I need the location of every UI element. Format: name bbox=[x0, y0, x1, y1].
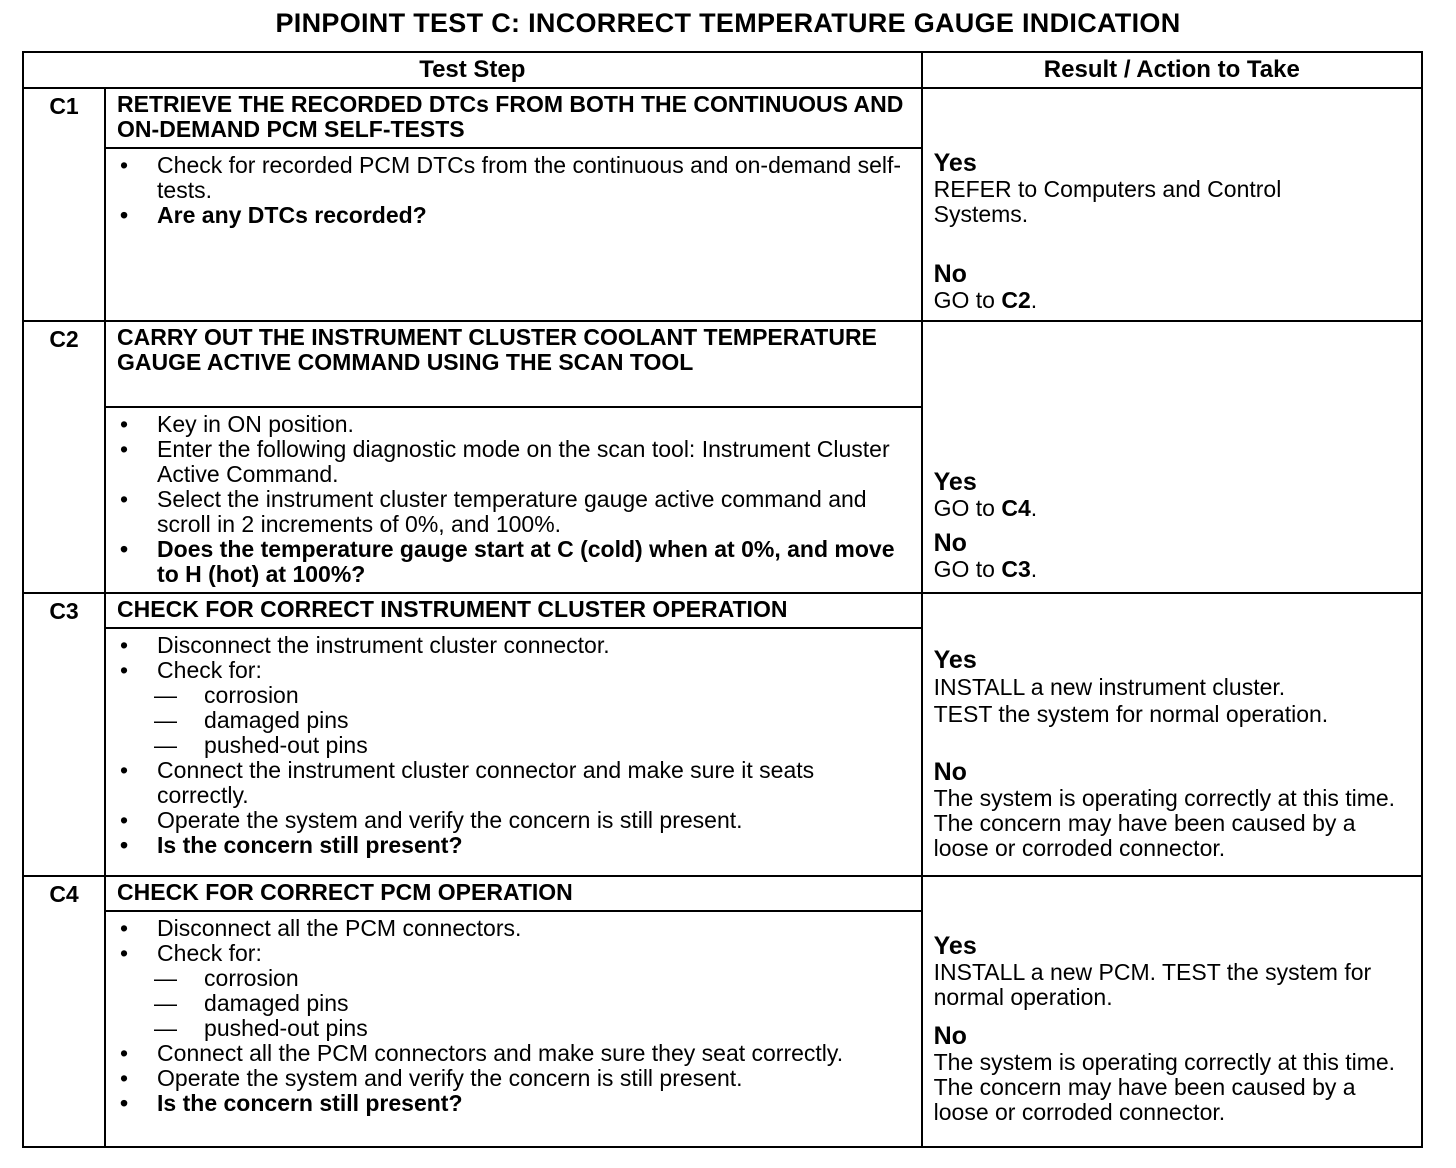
step-body bbox=[106, 912, 921, 1120]
bullet-icon: • bbox=[120, 915, 129, 941]
list-item: • Check for: bbox=[117, 941, 911, 966]
bullet-icon: • bbox=[120, 152, 129, 178]
test-step-header: Test Step bbox=[23, 52, 922, 88]
no-label: No bbox=[933, 529, 967, 557]
table-header-row bbox=[23, 52, 1422, 88]
dash-icon: — bbox=[154, 965, 178, 991]
yes-label: Yes bbox=[933, 468, 977, 496]
sub-list-item: — corrosion bbox=[154, 965, 299, 991]
table-row bbox=[23, 876, 1422, 1147]
list-item: • Operate the system and verify the concern is still present. bbox=[117, 1066, 911, 1091]
sub-list-item: — corrosion bbox=[154, 682, 299, 708]
list-item: • Is the concern still present? bbox=[117, 1091, 911, 1116]
bullet-icon: • bbox=[120, 940, 129, 966]
step-header: CHECK FOR CORRECT INSTRUMENT CLUSTER OPERATION bbox=[106, 594, 921, 629]
list-item: • Connect all the PCM connectors and make sure they seat correctly. bbox=[117, 1041, 911, 1066]
yes-label: Yes bbox=[933, 149, 977, 177]
no-action: The system is operating correctly at this time. The concern may have been caused by a loose or corroded connector. bbox=[933, 1049, 1396, 1125]
no-label: No bbox=[933, 758, 967, 786]
step-cell bbox=[105, 88, 922, 321]
list-item: • Is the concern still present? bbox=[117, 833, 911, 858]
list-item: • Does the temperature gauge start at C (cold) when at 0%, and move to H (hot) at 100%? bbox=[117, 537, 911, 587]
yes-action: REFER to Computers and Control Systems. bbox=[933, 176, 1282, 227]
step-link: C2 bbox=[1001, 287, 1031, 313]
sub-list-item: — damaged pins bbox=[154, 707, 349, 733]
page-title: PINPOINT TEST C: INCORRECT TEMPERATURE GAUGE INDICATION bbox=[275, 8, 1181, 38]
table-row bbox=[23, 321, 1422, 593]
step-header: CARRY OUT THE INSTRUMENT CLUSTER COOLANT TEMPERATURE GAUGE ACTIVE COMMAND USING THE SCAN TOOL bbox=[106, 322, 921, 408]
bullet-icon: • bbox=[120, 411, 129, 437]
pinpoint-test-table bbox=[22, 51, 1423, 1148]
bullet-icon: • bbox=[120, 807, 129, 833]
no-action: The system is operating correctly at this time. The concern may have been caused by a loose or corroded connector. bbox=[933, 785, 1396, 861]
bullet-icon: • bbox=[120, 1040, 129, 1066]
step-id: C2 bbox=[23, 321, 105, 593]
bullet-icon: • bbox=[120, 632, 129, 658]
list-item: • Select the instrument cluster temperature gauge active command and scroll in 2 increments of 0%, and 100%. bbox=[117, 487, 911, 537]
step-link: C4 bbox=[1001, 495, 1031, 521]
list-item: • Are any DTCs recorded? bbox=[117, 203, 911, 228]
result-cell bbox=[922, 593, 1422, 876]
bullet-icon: • bbox=[120, 436, 129, 462]
yes-action: INSTALL a new instrument cluster. bbox=[933, 674, 1286, 700]
bullet-icon: • bbox=[120, 757, 129, 783]
sub-list-item: — damaged pins bbox=[154, 990, 349, 1016]
no-action: GO to C2. bbox=[933, 287, 1038, 313]
bullet-icon: • bbox=[120, 1090, 129, 1116]
list-item: • Connect the instrument cluster connector and make sure it seats correctly. bbox=[117, 758, 911, 808]
table-row bbox=[23, 88, 1422, 321]
yes-action: GO to C4. bbox=[933, 495, 1038, 521]
list-item: • Key in ON position. bbox=[117, 412, 911, 437]
step-link: C3 bbox=[1001, 556, 1031, 582]
list-item: • Check for recorded PCM DTCs from the continuous and on-demand self-tests. bbox=[117, 153, 911, 203]
list-item: • Enter the following diagnostic mode on the scan tool: Instrument Cluster Active Command. bbox=[117, 437, 911, 487]
result-cell bbox=[922, 876, 1422, 1147]
dash-icon: — bbox=[154, 732, 178, 758]
step-id: C3 bbox=[23, 593, 105, 876]
yes-action: TEST the system for normal operation. bbox=[933, 701, 1329, 727]
table-row bbox=[23, 593, 1422, 876]
list-item: • Check for: bbox=[117, 658, 911, 683]
step-cell bbox=[105, 593, 922, 876]
no-label: No bbox=[933, 260, 967, 288]
yes-label: Yes bbox=[933, 646, 977, 674]
result-header: Result / Action to Take bbox=[922, 52, 1422, 88]
step-header: CHECK FOR CORRECT PCM OPERATION bbox=[106, 877, 921, 912]
no-action: GO to C3. bbox=[933, 556, 1038, 582]
step-body bbox=[106, 149, 921, 232]
step-id: C1 bbox=[23, 88, 105, 321]
result-cell bbox=[922, 88, 1422, 321]
list-item: • Disconnect the instrument cluster connector. bbox=[117, 633, 911, 658]
bullet-icon: • bbox=[120, 486, 129, 512]
list-item: • Operate the system and verify the concern is still present. bbox=[117, 808, 911, 833]
result-cell bbox=[922, 321, 1422, 593]
step-header: RETRIEVE THE RECORDED DTCs FROM BOTH THE CONTINUOUS AND ON-DEMAND PCM SELF-TESTS bbox=[106, 89, 921, 149]
step-body bbox=[106, 629, 921, 862]
step-id: C4 bbox=[23, 876, 105, 1147]
sub-list-item: — pushed-out pins bbox=[154, 1015, 368, 1041]
list-item: • Disconnect all the PCM connectors. bbox=[117, 916, 911, 941]
bullet-icon: • bbox=[120, 202, 129, 228]
bullet-icon: • bbox=[120, 536, 129, 562]
dash-icon: — bbox=[154, 707, 178, 733]
dash-icon: — bbox=[154, 682, 178, 708]
no-label: No bbox=[933, 1022, 967, 1050]
bullet-icon: • bbox=[120, 1065, 129, 1091]
sub-list-item: — pushed-out pins bbox=[154, 732, 368, 758]
bullet-icon: • bbox=[120, 657, 129, 683]
yes-label: Yes bbox=[933, 932, 977, 960]
step-cell bbox=[105, 876, 922, 1147]
dash-icon: — bbox=[154, 1015, 178, 1041]
dash-icon: — bbox=[154, 990, 178, 1016]
step-cell bbox=[105, 321, 922, 593]
step-body bbox=[106, 408, 921, 591]
yes-action: INSTALL a new PCM. TEST the system for normal operation. bbox=[933, 959, 1372, 1010]
bullet-icon: • bbox=[120, 832, 129, 858]
